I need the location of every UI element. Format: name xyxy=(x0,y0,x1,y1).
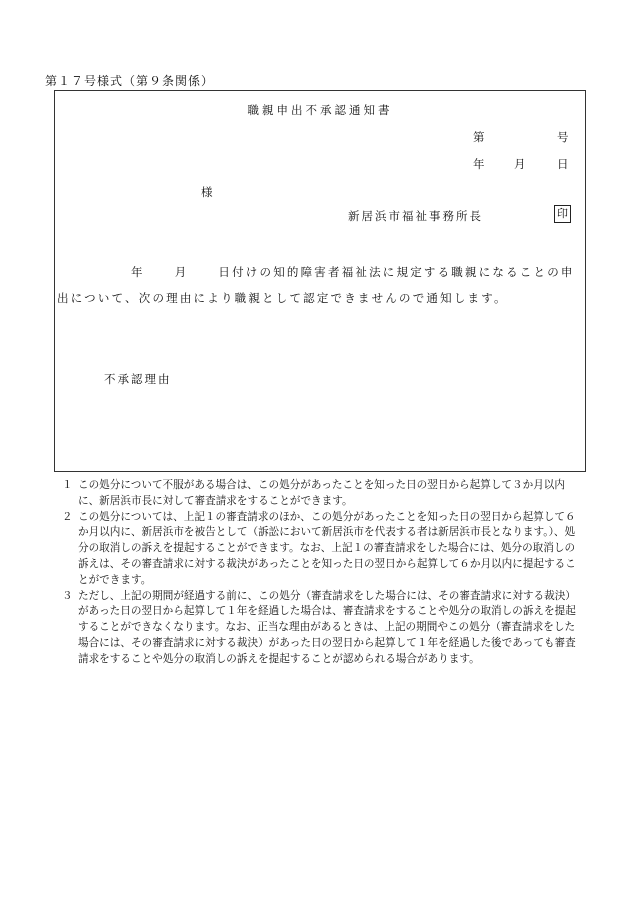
body-year: 年 xyxy=(131,265,145,279)
appeal-notes xyxy=(62,478,584,668)
note-item xyxy=(62,589,584,668)
body-text-line-2: 出について、次の理由により職親として認定できませんので通知します。 xyxy=(57,291,508,305)
date-day: 日 xyxy=(557,157,569,171)
document-title: 職親申出不承認通知書 xyxy=(247,103,393,117)
note-item xyxy=(62,478,584,510)
body-month: 月 xyxy=(174,265,189,279)
notice-form-frame xyxy=(54,90,586,472)
note-text: ただし、上記の期間が経過する前に、この処分（審査請求をした場合には、その審査請求に対する裁決）があった日の翌日から起算して１年を経過した場合は、審査請求をすることや処分の取消しの訴えを提起することができなくなります。なお、正当な理由があるときは、上記の期間やこの処分（審査請求をした場合には、その審査請求に対する裁決）があった日の翌日から起算して１年を経過した後であっても審査請求をすることや処分の取消しの訴えを提起することが認められる場合があります。 xyxy=(78,589,576,665)
note-number: ２ xyxy=(62,510,73,523)
sender-name: 新居浜市福祉事務所長 xyxy=(348,209,483,223)
addressee-honorific: 様 xyxy=(201,185,213,199)
date-month: 月 xyxy=(514,157,526,171)
date-year: 年 xyxy=(473,157,485,171)
number-suffix: 号 xyxy=(557,130,569,144)
body-line1-rest: 日付けの知的障害者福祉法に規定する職親になることの申 xyxy=(218,265,575,279)
number-prefix: 第 xyxy=(473,130,485,144)
note-text: この処分について不服がある場合は、この処分があったことを知った日の翌日から起算して３か月以内に、新居浜市長に対して審査請求をすることができます。 xyxy=(78,479,565,507)
issue-date-row xyxy=(473,156,573,172)
note-text: この処分については、上記１の審査請求のほか、この処分があったことを知った日の翌日から起算して６か月以内に、新居浜市を被告として（訴訟において新居浜市を代表する者は新居浜市長となります。）、処分の取消しの訴えを提起することができます。なお、上記１の審査請求をした場合には、処分の取消しの訴えは、その審査請求に対する裁決があったことを知った日の翌日から起算して６か月以内に提起することができます。 xyxy=(78,510,576,586)
body-text-line-1 xyxy=(131,264,575,280)
reason-label: 不承認理由 xyxy=(104,372,172,386)
form-number-label: 第１７号様式（第９条関係） xyxy=(45,74,215,88)
note-number: ３ xyxy=(62,589,73,602)
note-item xyxy=(62,510,584,589)
seal-mark: 印 xyxy=(554,205,571,223)
document-number-row xyxy=(473,129,573,145)
note-number: １ xyxy=(62,479,73,491)
